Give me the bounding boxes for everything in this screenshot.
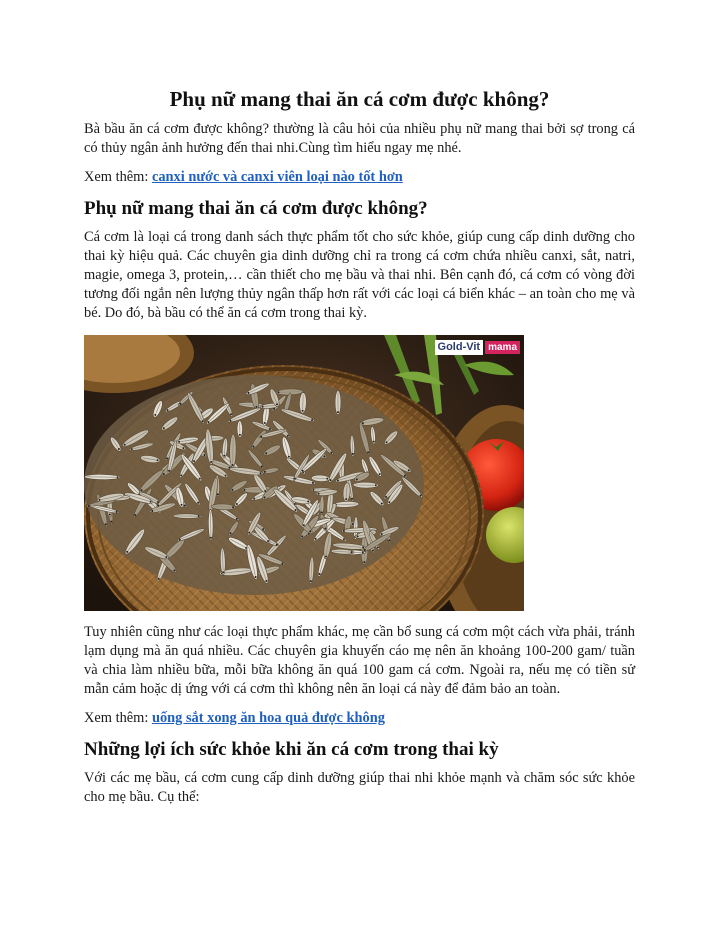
- paragraph-2: Tuy nhiên cũng như các loại thực phẩm khác, mẹ cần bổ sung cá cơm một cách vừa phải, tránh lạm dụng mà ăn quá nhiều. Các chuyên gia khuyến cáo mẹ nên ăn khoảng 100-200 gam/ tuần và chia làm nhiều bữa, mỗi bữa không ăn quá 100 gam cá cơm. Ngoài ra, nếu mẹ có tiền sử mẫn cảm hoặc dị ứng với cá cơm thì không nên ăn loại cá này để đảm bảo an toàn.: [84, 624, 635, 697]
- anchovy: [237, 421, 243, 438]
- intro-paragraph: Bà bầu ăn cá cơm được không? thường là câu hỏi của nhiều phụ nữ mang thai bởi sợ trong cá có thủy ngân ảnh hưởng đến thai nhi.Cùng tìm hiểu ngay mẹ nhé.: [84, 121, 635, 156]
- logo-brand: Gold-Vit: [435, 340, 484, 355]
- anchovy: [85, 474, 120, 480]
- article: [84, 84, 635, 807]
- link-calcium-comparison[interactable]: canxi nước và canxi viên loại nào tốt hơn: [151, 169, 403, 185]
- see-also-prefix: Xem thêm:: [84, 710, 152, 726]
- see-also-1: [84, 168, 635, 187]
- link-iron-fruit[interactable]: uống sắt xong ăn hoa quả được không: [151, 710, 385, 726]
- anchovy-illustration: [84, 335, 524, 611]
- section-heading-2: Những lợi ích sức khỏe khi ăn cá cơm trong thai kỳ: [84, 739, 499, 760]
- anchovy: [353, 482, 378, 488]
- section-heading-1: Phụ nữ mang thai ăn cá cơm được không?: [84, 198, 428, 219]
- page-title: Phụ nữ mang thai ăn cá cơm được không?: [169, 87, 550, 111]
- anchovy: [335, 391, 341, 415]
- anchovy: [320, 496, 325, 515]
- logo-tag: mama: [485, 341, 520, 354]
- anchovy-photo: [84, 335, 524, 611]
- paragraph-3: Với các mẹ bầu, cá cơm cung cấp dinh dưỡng giúp thai nhi khỏe mạnh và chăm sóc sức khỏe cho mẹ bầu. Cụ thể:: [84, 770, 635, 805]
- see-also-prefix: Xem thêm:: [84, 169, 152, 185]
- watermark-logo: [435, 340, 520, 355]
- paragraph-1: Cá cơm là loại cá trong danh sách thực phẩm tốt cho sức khỏe, giúp cung cấp dinh dưỡng cho thai kỳ hiệu quả. Các chuyên gia dinh dưỡng chỉ ra trong cá cơm chứa nhiều canxi, sắt, natri, magie, omega 3, protein,… cần thiết cho mẹ bầu và thai nhi. Bên cạnh đó, cá cơm có vòng đời tương đối ngắn nên lượng thủy ngân thấp hơn rất với các loại cá biển khác – an toàn cho mẹ và bé. Do đó, bà bầu có thể ăn cá cơm trong thai kỳ.: [84, 229, 635, 321]
- see-also-2: [84, 709, 635, 728]
